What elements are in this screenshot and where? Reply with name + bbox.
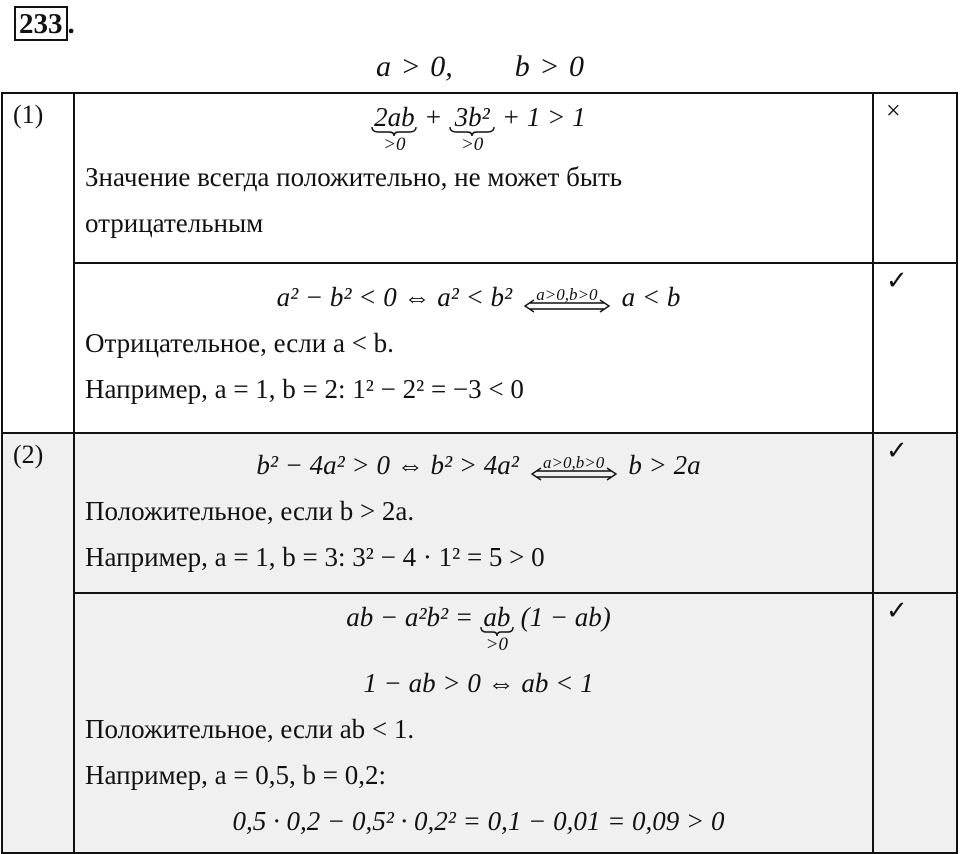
brace-term-3b2: 3b² >0 [449, 100, 495, 154]
check-icon: ✓ [886, 596, 908, 625]
case2-step2-text-1: Положительное, если ab < 1. [85, 714, 415, 744]
case2-step2-formula-2: 1 − ab > 0 ⇔ ab < 1 [363, 668, 594, 698]
brace-term-ab: ab >0 [480, 600, 514, 654]
brace-term-2ab: 2ab >0 [371, 100, 417, 154]
case2-step1-formula: b² − 4a² > 0 ⇔ b² > 4a² a>0,b>0 b > 2a [256, 450, 701, 480]
case2-step1 [74, 433, 873, 593]
condition-line [0, 50, 960, 84]
condition-b: b > 0 [514, 50, 584, 83]
condition-a: a > 0, [376, 50, 453, 83]
case1-step1-mark [873, 93, 957, 263]
equiv-arrow: a>0,b>0 [519, 287, 615, 313]
problem-number-box: 233 [14, 6, 68, 41]
case1-step2-text-1: Отрицательное, если a < b. [85, 328, 394, 358]
case1-step1-formula: 2ab >0 + 3b² >0 + 1 > 1 [85, 100, 872, 154]
solution-table [1, 92, 958, 854]
case2-step2-text-2: Например, a = 0,5, b = 0,2: [85, 760, 387, 790]
case1-step1 [74, 93, 873, 263]
case2-step1-row [2, 433, 957, 593]
case1-step2-mark [873, 263, 957, 433]
equiv-arrow: a>0,b>0 [526, 455, 622, 481]
cross-icon: × [886, 96, 901, 125]
case1-step1-row [2, 93, 957, 263]
case1-label: (1) [2, 93, 74, 433]
check-icon: ✓ [886, 266, 908, 295]
case2-step2-mark [873, 593, 957, 853]
case2-step1-text-1: Положительное, если b > 2a. [85, 496, 415, 526]
case1-step2-row [2, 263, 957, 433]
case2-step2-formula-3: 0,5 · 0,2 − 0,5² · 0,2² = 0,1 − 0,01 = 0,09 > 0 [232, 806, 725, 836]
case1-step2-formula: a² − b² < 0 ⇔ a² < b² a>0,b>0 a < b [276, 282, 681, 312]
problem-number: 233 . [14, 6, 75, 41]
case2-step2 [74, 593, 873, 853]
case1-step2-text-2: Например, a = 1, b = 2: 1² − 2² = −3 < 0 [85, 374, 524, 404]
case2-step1-text-2: Например, a = 1, b = 3: 3² − 4 · 1² = 5 > 0 [85, 542, 545, 572]
case2-step2-row [2, 593, 957, 853]
case2-step2-formula: ab − a²b² = ab >0 (1 − ab) [346, 602, 611, 655]
case1-step1-text-1: Значение всегда положительно, не может быть [85, 162, 623, 192]
case2-label: (2) [2, 433, 74, 853]
case1-step2 [74, 263, 873, 433]
case2-step1-mark [873, 433, 957, 593]
check-icon: ✓ [886, 436, 908, 465]
case1-step1-text-2: отрицательным [85, 208, 264, 238]
